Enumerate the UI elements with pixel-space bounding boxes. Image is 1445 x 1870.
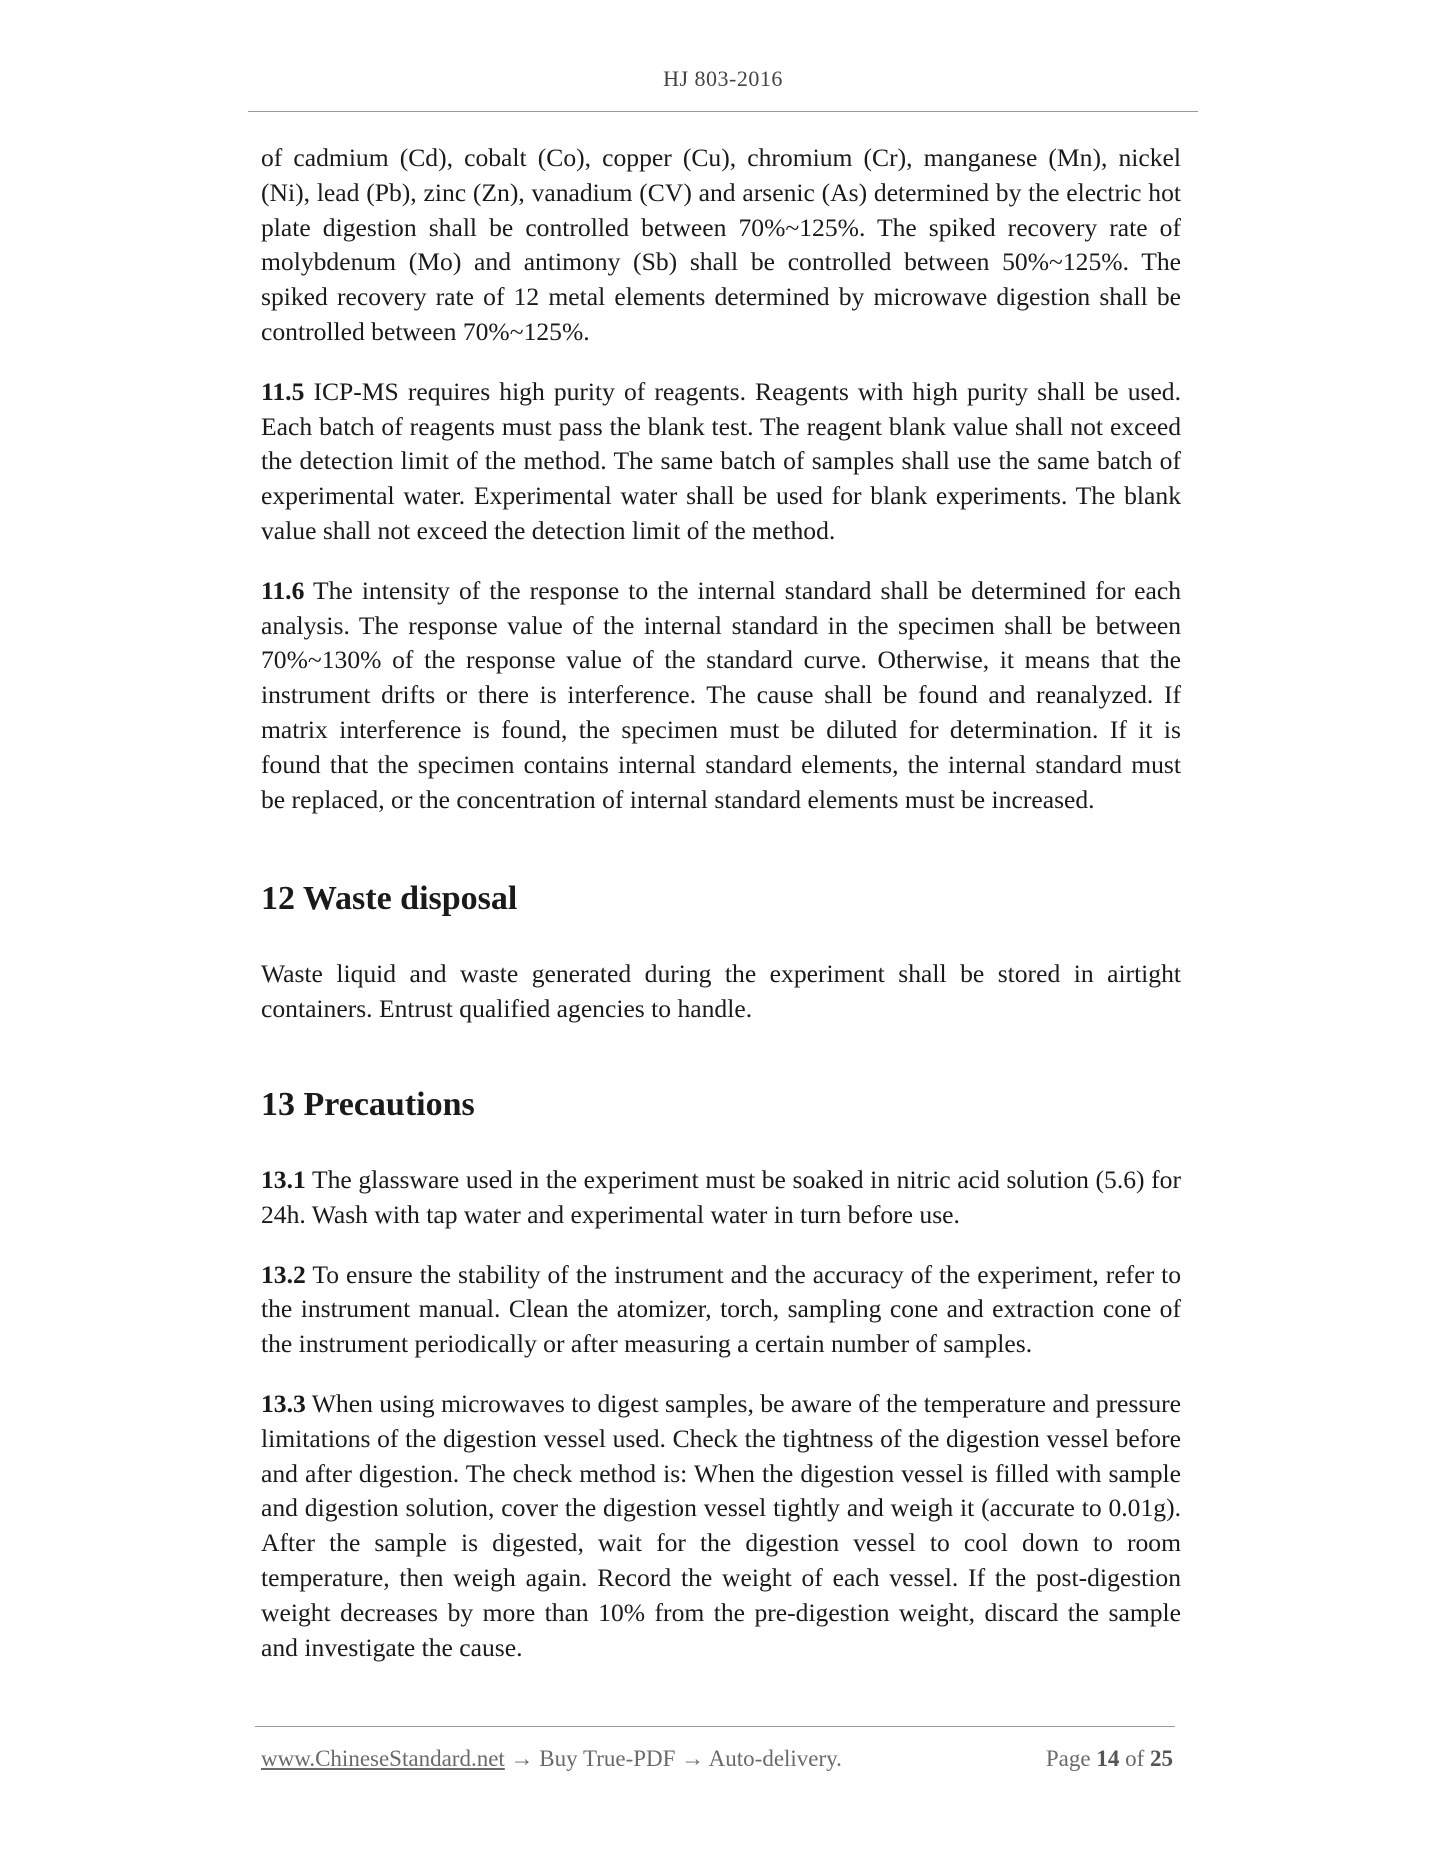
clause-13-3 (261, 1387, 1181, 1665)
clause-text: The glassware used in the experiment must be soaked in nitric acid solution (5.6) for 24h. Wash with tap water and experimental water in turn before use. (261, 1164, 1182, 1229)
clause-text: To ensure the stability of the instrument and the accuracy of the experiment, refer to the instrument manual. Clean the atomizer, torch, sampling cone and extraction cone of the instrument periodically or after measuring a certain number of samples. (261, 1259, 1181, 1359)
clause-number: 13.3 (261, 1388, 306, 1418)
section-12-text: Waste liquid and waste generated during the experiment shall be stored in airtight containers. Entrust qualified agencies to handle. (261, 959, 1181, 1024)
clause-text: When using microwaves to digest samples, be aware of the temperature and pressure limitations of the digestion vessel used. Check the tightness of the digestion vessel before and after digestion. The check method is: When the digestion vessel is filled with sample and digestion solution, cover the digestion vessel tightly and weigh it (accurate to 0.01g). After the sample is digested, wait for the digestion vessel to cool down to room temperature, then weigh again. Record the weight of each vessel. If the post-digestion weight decreases by more than 10% from the pre-digestion weight, discard the sample and investigate the cause. (261, 1388, 1181, 1662)
clause-number: 11.5 (261, 376, 305, 406)
website-link[interactable]: www.ChineseStandard.net (261, 1746, 505, 1771)
page-current: 14 (1096, 1746, 1120, 1771)
page-header-title: HJ 803-2016 (663, 66, 783, 91)
page-of-label: of (1125, 1746, 1145, 1771)
page-footer (261, 1746, 1173, 1772)
page-number (1046, 1746, 1173, 1772)
clause-11-5 (261, 375, 1181, 549)
clause-11-6 (261, 574, 1181, 818)
clause-13-1 (261, 1163, 1181, 1233)
paragraph-intro: of cadmium (Cd), cobalt (Co), copper (Cu), chromium (Cr), manganese (Mn), nickel (Ni), lead (Pb), zinc (Zn), vanadium (CV) and arsenic (As) determined by the electric hot plate digestion shall be controlled between 70%~125%. The spiked recovery rate of molybdenum (Mo) and antimony (Sb) shall be controlled between 50%~125%. The spiked recovery rate of 12 metal elements determined by microwave digestion shall be controlled between 70%~125%. (261, 143, 1181, 346)
clause-number: 11.6 (261, 575, 305, 605)
footer-left (261, 1746, 842, 1772)
page-label: Page (1045, 1746, 1091, 1771)
document-body (261, 141, 1181, 1665)
clause-number: 13.2 (261, 1259, 306, 1289)
clause-number: 13.1 (261, 1164, 306, 1194)
footer-promo-text: → Buy True-PDF → Auto-delivery. (510, 1746, 842, 1771)
clause-text: ICP-MS requires high purity of reagents. Reagents with high purity shall be used. Each batch of reagents must pass the blank test. The reagent blank value shall not exceed the detection limit of the method. The same batch of samples shall use the same batch of experimental water. Experimental water shall be used for blank experiments. The blank value shall not exceed the detection limit of the method. (261, 376, 1182, 545)
clause-13-2 (261, 1258, 1181, 1362)
footer-divider (255, 1726, 1175, 1727)
section-heading-12: 12 Waste disposal (261, 880, 518, 918)
header-divider (248, 111, 1198, 112)
page-total: 25 (1150, 1746, 1173, 1771)
clause-text: The intensity of the response to the internal standard shall be determined for each analysis. The response value of the internal standard in the specimen shall be between 70%~130% of the response value of the standard curve. Otherwise, it means that the instrument drifts or there is interference. The cause shall be found and reanalyzed. If matrix interference is found, the specimen must be diluted for determination. If it is found that the specimen contains internal standard elements, the internal standard must be replaced, or the concentration of internal standard elements must be increased. (261, 575, 1182, 814)
section-heading-13: 13 Precautions (261, 1085, 475, 1123)
